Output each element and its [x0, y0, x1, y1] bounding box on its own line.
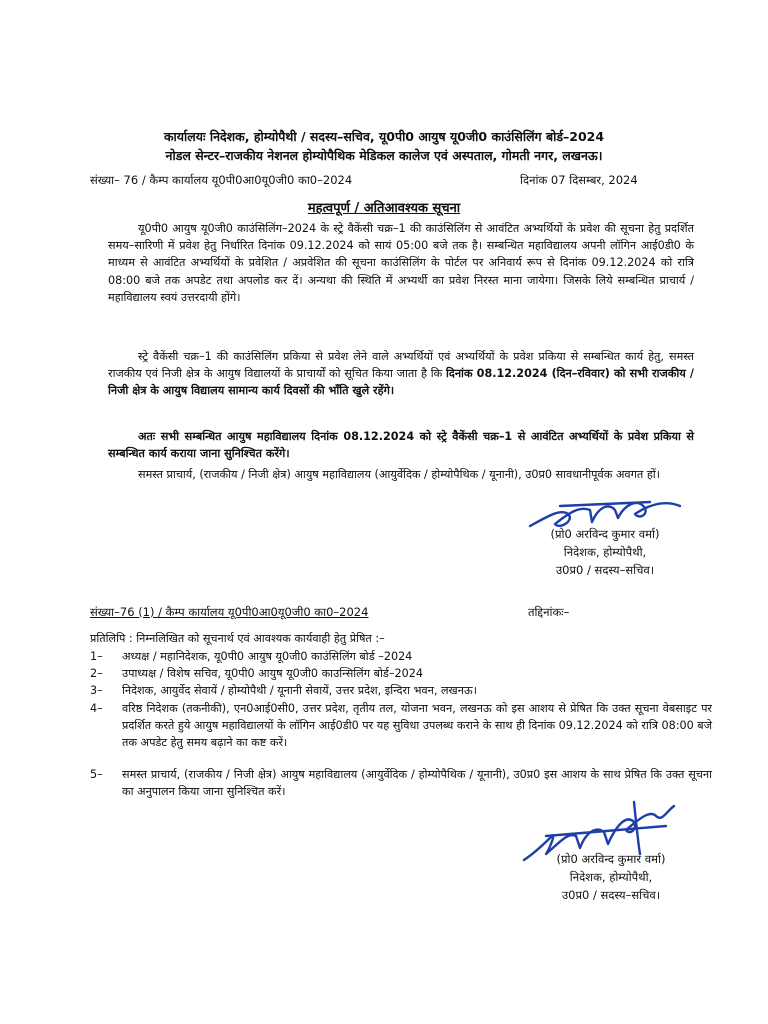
list-item-number: 1–	[90, 650, 103, 663]
notice-title: महत्वपूर्ण / अतिआवश्यक सूचना	[307, 201, 461, 216]
paragraph-2-bold-text: दिनांक 08.12.2024 (दिन–रविवार) को सभी राजकीय / निजी क्षेत्र के आयुष विद्यालय सामान्य कार्य दिवसों की भाँति खुले रहेंगे।	[108, 367, 694, 398]
signatory-1-role: उ0प्र0 / सदस्य–सचिव।	[555, 563, 655, 577]
signatory-2-role: उ0प्र0 / सदस्य–सचिव।	[561, 888, 661, 902]
header-office-line: कार्यालयः निदेशक, होम्योपैथी / सदस्य–सचिव, यू0पी0 आयुष यू0जी0 काउंसिलिंग बोर्ड–2024	[163, 129, 605, 144]
list-item-number: 2–	[90, 667, 103, 680]
list-item-text: अध्यक्ष / महानिदेशक, यू0पी0 आयुष यू0जी0 काउंसिलिंग बोर्ड –2024	[122, 650, 413, 663]
paragraph-1-text: यू0पी0 आयुष यू0जी0 काउंसिलिंग–2024 के स्ट्रे वैकेंसी चक्र–1 की काउंसिलिंग से आवंटित अभ्यर्थियों के प्रवेश की सूचना हेतु प्रदर्शित समय–सारिणी में प्रवेश हेतु निर्धारित दिनांक 09.12.2024 को सायं 05:00 बजे तक है। सम्बन्धित महाविद्यालय अपनी लॉगिन आई0डी0 के माध्यम से आवंटित अभ्यर्थियों के प्रवेशित / अप्रवेशित की सूचना काउंसिलिंग के पोर्टल पर अनिवार्य रूप से दिनांक 09.12.2024 को रात्रि 08:00 बजे तक अपडेट तथा अपलोड कर दें। अन्यथा की स्थिति में अभ्यर्थी का प्रवेश निरस्त माना जायेगा। जिसके लिये सम्बन्धित प्राचार्य / महाविद्यालय स्वयं उत्तरदायी होंगे।	[108, 222, 694, 304]
signatory-1-name: (प्रो0 अरविन्द कुमार वर्मा)	[550, 527, 660, 541]
paragraph-3-text: अतः सभी सम्बन्धित आयुष महाविद्यालय दिनांक 08.12.2024 को स्ट्रे वैकेंसी चक्र–1 से आवंटित अभ्यर्थियों के प्रवेश प्रकिया से सम्बन्धित कार्य कराया जाना सुनिश्चित करेंगे।	[108, 430, 694, 461]
list-item-text: वरिष्ठ निदेशक (तकनीकी), एन0आई0सी0, उत्तर प्रदेश, तृतीय तल, योजना भवन, लखनऊ को इस आशय से प्रेषित कि उक्त सूचना वेबसाइट पर प्रदर्शित करते हुये आयुष महाविद्यालयों के लॉगिन आई0डी0 पर यह सुविधा उपलब्ध कराने के साथ ही दिनांक 09.12.2024 को रात्रि 08:00 बजे तक अपडेट हेतु समय बढ़ाने का कष्ट करें।	[122, 702, 712, 749]
list-item-number: 5–	[90, 768, 103, 781]
paragraph-2	[108, 348, 694, 400]
list-item-text: समस्त प्राचार्य, (राजकीय / निजी क्षेत्र) आयुष महाविद्यालय (आयुर्वेदिक / होम्योपैथिक / यूनानी), उ0प्र0 इस आशय के साथ प्रेषित कि उक्त सूचना का अनुपालन किया जाना सुनिश्चित करें।	[122, 768, 712, 798]
reference-date: दिनांक 07 दिसम्बर, 2024	[520, 173, 638, 187]
copy-intro: प्रतिलिपि : निम्नलिखित को सूचनार्थ एवं आवश्यक कार्यवाही हेतु प्रेषित :–	[90, 632, 385, 645]
signature-1-block	[520, 525, 690, 579]
list-item-number: 3–	[90, 684, 103, 697]
paragraph-3	[108, 428, 694, 462]
list-item-text: उपाध्यक्ष / विशेष सचिव, यू0पी0 आयुष यू0जी0 काउन्सिलिंग बोर्ड–2024	[122, 667, 423, 680]
signatory-2-name: (प्रो0 अरविन्द कुमार वर्मा)	[556, 852, 666, 866]
signatory-2-designation: निदेशक, होम्योपैथी,	[569, 870, 653, 884]
copy-reference-number: संख्या–76 (1) / कैम्प कार्यालय यू0पी0आ0यू0जी0 का0–2024	[90, 605, 369, 619]
signature-2-block	[522, 850, 700, 904]
list-item-number: 4–	[90, 702, 103, 715]
header-nodal-center-line: नोडल सेन्टर–राजकीय नेशनल होम्योपैथिक मेडिकल कालेज एवं अस्पताल, गोमती नगर, लखनऊ।	[165, 148, 603, 163]
reference-number: संख्या– 76 / कैम्प कार्यालय यू0पी0आ0यू0जी0 का0–2024	[90, 173, 353, 187]
copy-list	[90, 648, 710, 808]
list-item-text: निदेशक, आयुर्वेद सेवायें / होम्योपैथी / यूनानी सेवायें, उत्तर प्रदेश, इन्दिरा भवन, लखनऊ।	[122, 684, 477, 697]
signatory-1-designation: निदेशक, होम्योपैथी,	[563, 545, 647, 559]
copy-reference-date: तद्दिनांकः–	[528, 605, 570, 619]
paragraph-1	[108, 220, 694, 306]
paragraph-2-text: स्ट्रे वैकेंसी चक्र–1 की काउंसिलिंग प्रकिया से प्रवेश लेने वाले अभ्यर्थियों एवं अभ्यर्थियों के प्रवेश प्रकिया से सम्बन्धित कार्य हेतु, समस्त राजकीय एवं निजी क्षेत्र के आयुष विद्यालयों के प्राचार्यों को सूचित किया जाता है कि	[108, 350, 694, 381]
paragraph-4-text: समस्त प्राचार्य, (राजकीय / निजी क्षेत्र) आयुष महाविद्यालय (आयुर्वेदिक / होम्योपैथिक / यूनानी), उ0प्र0 सावधानीपूर्वक अवगत हों।	[138, 468, 660, 481]
paragraph-4	[108, 466, 694, 483]
